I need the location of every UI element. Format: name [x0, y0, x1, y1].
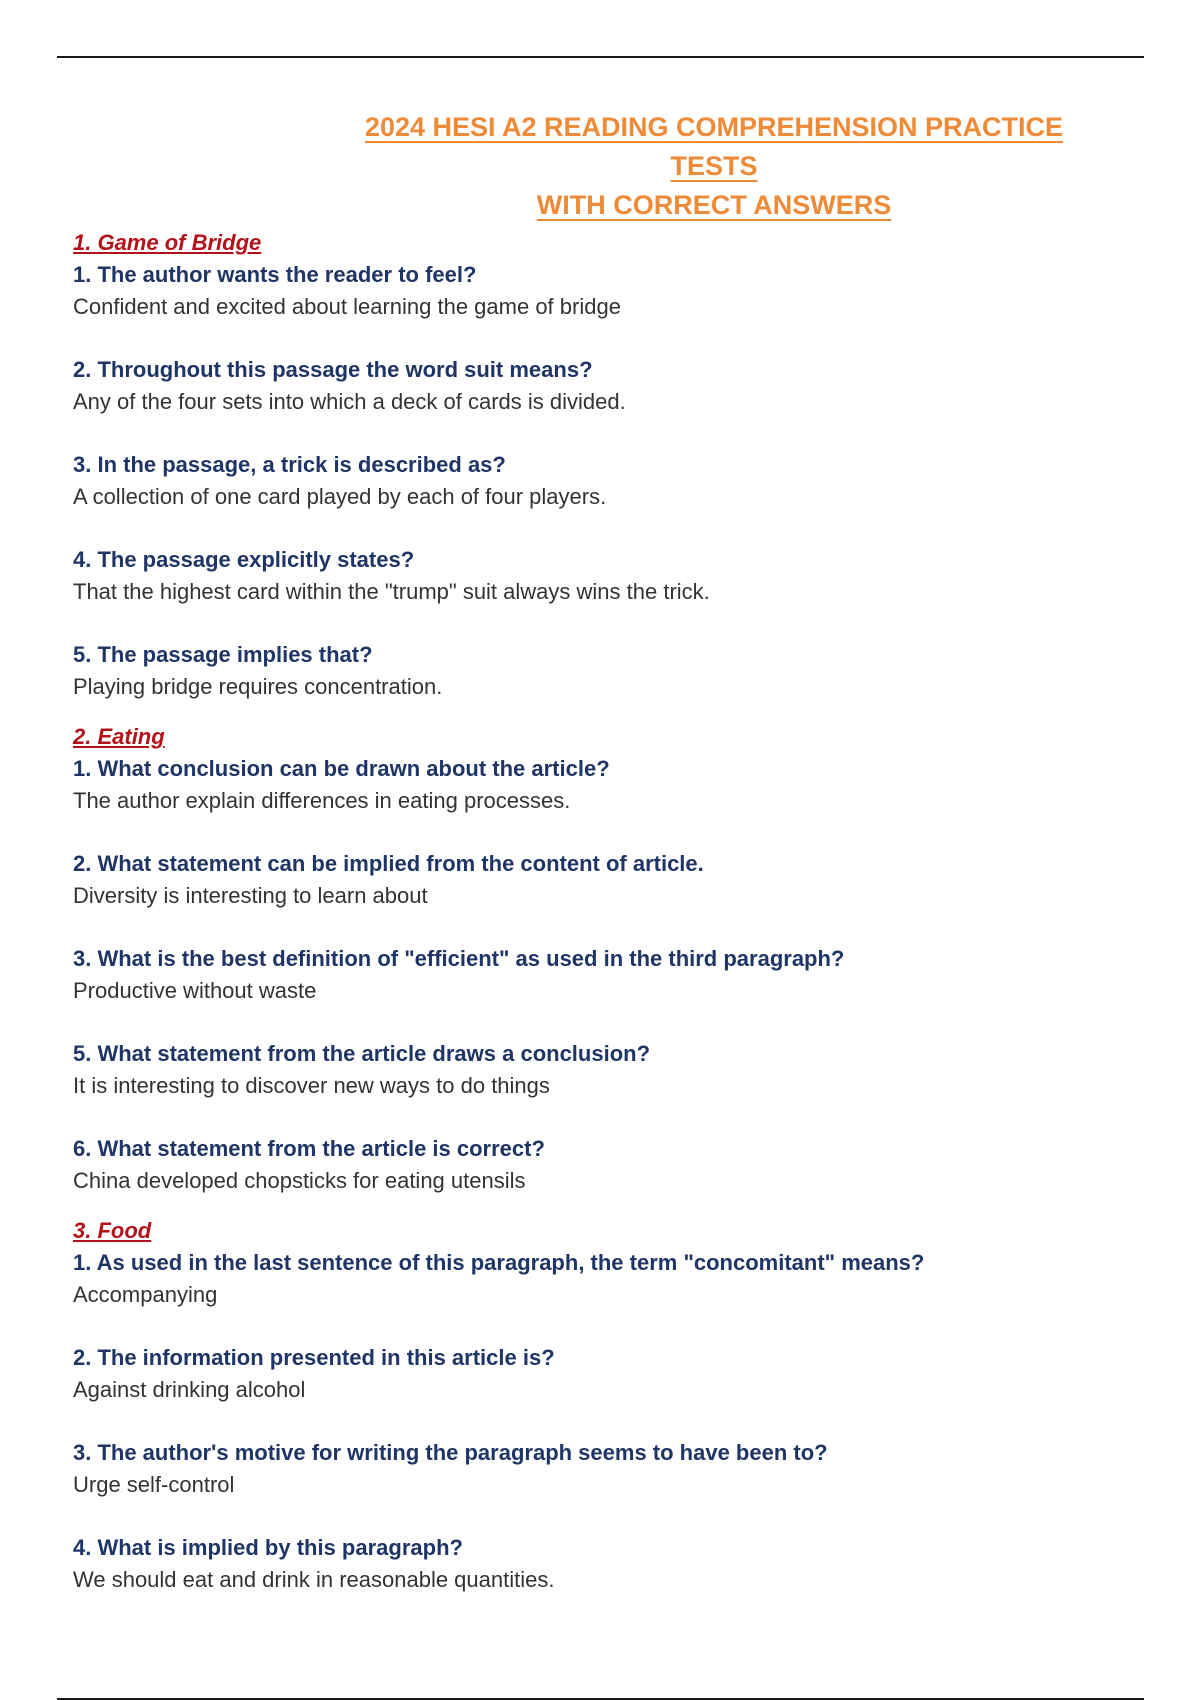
qa-item [73, 639, 1133, 703]
qa-item [73, 1247, 1133, 1311]
answer: Against drinking alcohol [73, 1377, 306, 1402]
answer: Confident and excited about learning the game of bridge [73, 294, 621, 319]
question: 1. What conclusion can be drawn about the article? [73, 756, 610, 781]
qa-item [73, 1342, 1133, 1406]
question: 4. What is implied by this paragraph? [73, 1535, 463, 1560]
answer: Playing bridge requires concentration. [73, 674, 443, 699]
section-game-of-bridge [73, 227, 1133, 703]
qa-item [73, 753, 1133, 817]
question: 5. What statement from the article draws a conclusion? [73, 1041, 651, 1066]
section-food [73, 1215, 1133, 1596]
qa-item [73, 1532, 1133, 1596]
question: 4. The passage explicitly states? [73, 547, 415, 572]
answer: China developed chopsticks for eating utensils [73, 1168, 526, 1193]
top-rule [57, 56, 1144, 58]
document-body [73, 227, 1133, 1596]
section-title: 2. Eating [73, 724, 165, 749]
question: 2. Throughout this passage the word suit means? [73, 357, 593, 382]
answer: Diversity is interesting to learn about [73, 883, 428, 908]
qa-item [73, 354, 1133, 418]
question: 3. In the passage, a trick is described as? [73, 452, 506, 477]
section-title: 3. Food [73, 1218, 152, 1243]
answer: It is interesting to discover new ways to do things [73, 1073, 550, 1098]
answer: The author explain differences in eating processes. [73, 788, 571, 813]
qa-item [73, 544, 1133, 608]
answer: Urge self-control [73, 1472, 235, 1497]
qa-item [73, 943, 1133, 1007]
answer: A collection of one card played by each of four players. [73, 484, 607, 509]
qa-item [73, 848, 1133, 912]
qa-item [73, 1038, 1133, 1102]
question: 5. The passage implies that? [73, 642, 373, 667]
question: 3. What is the best definition of "efficient" as used in the third paragraph? [73, 946, 845, 971]
answer: Any of the four sets into which a deck of cards is divided. [73, 389, 626, 414]
section-title: 1. Game of Bridge [73, 230, 262, 255]
title-line-2: WITH CORRECT ANSWERS [536, 190, 892, 220]
qa-item [73, 1133, 1133, 1197]
answer: We should eat and drink in reasonable quantities. [73, 1567, 555, 1592]
answer: Productive without waste [73, 978, 317, 1003]
document-title [320, 108, 1108, 225]
question: 1. As used in the last sentence of this paragraph, the term "concomitant" means? [73, 1250, 925, 1275]
question: 2. The information presented in this article is? [73, 1345, 555, 1370]
title-line-1: 2024 HESI A2 READING COMPREHENSION PRACTICE TESTS [364, 112, 1064, 181]
section-eating [73, 721, 1133, 1197]
answer: That the highest card within the "trump" suit always wins the trick. [73, 579, 710, 604]
qa-item [73, 449, 1133, 513]
qa-item [73, 259, 1133, 323]
answer: Accompanying [73, 1282, 218, 1307]
question: 3. The author's motive for writing the paragraph seems to have been to? [73, 1440, 828, 1465]
question: 6. What statement from the article is correct? [73, 1136, 545, 1161]
qa-item [73, 1437, 1133, 1501]
question: 2. What statement can be implied from the content of article. [73, 851, 704, 876]
question: 1. The author wants the reader to feel? [73, 262, 477, 287]
